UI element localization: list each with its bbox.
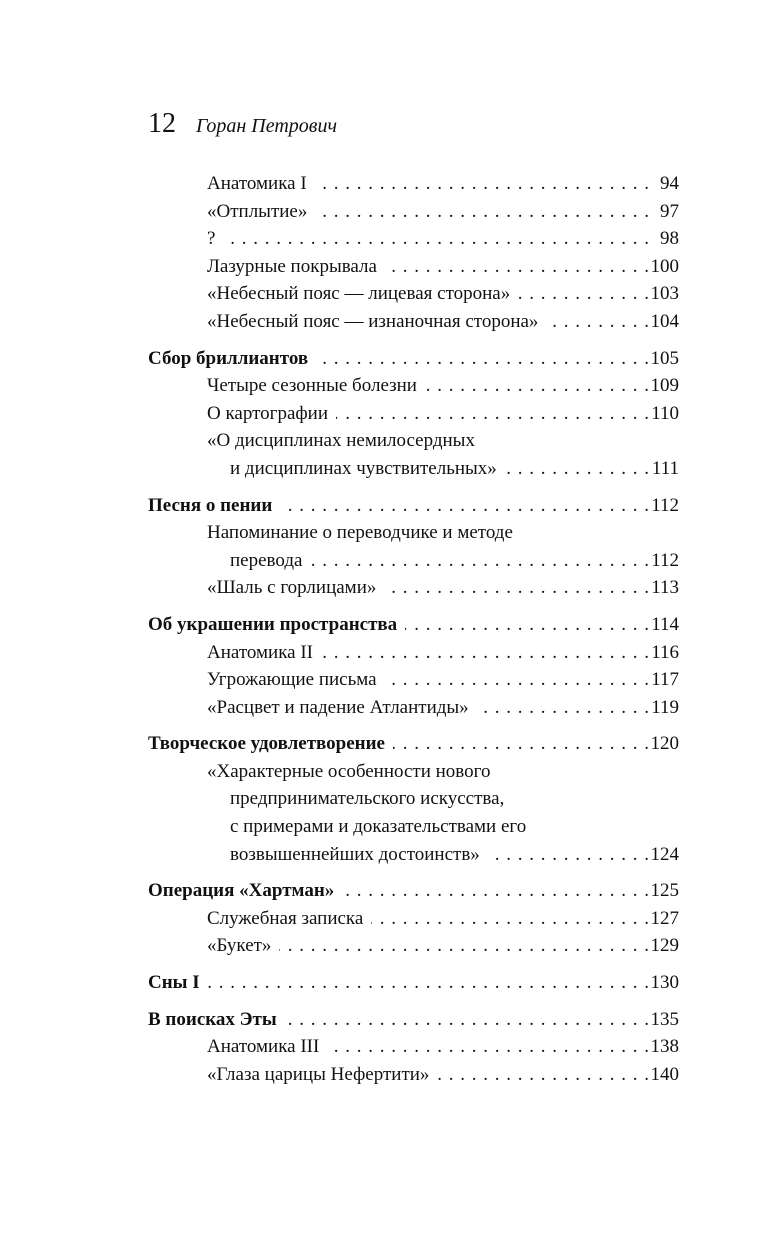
toc-entry-title: Четыре сезонные болезни [207, 375, 417, 397]
toc-entry-page: 140 [650, 1063, 679, 1085]
dot-leader [385, 253, 649, 281]
toc-entry-title: «Шаль с горлицами» [207, 577, 377, 599]
dot-leader [437, 1061, 649, 1089]
toc-section-title: Сны I [148, 972, 200, 994]
toc-entry-title: О картографии [207, 402, 329, 424]
toc-entry[interactable] [148, 308, 679, 336]
dot-leader [518, 280, 649, 308]
toc-entry-page: 112 [651, 549, 679, 571]
toc-entry[interactable] [148, 1061, 679, 1089]
toc-entry-page: 98 [660, 228, 679, 250]
toc-entry-title: «Небесный пояс — лицевая сторона» [207, 283, 511, 305]
toc-entry-page: 129 [650, 935, 679, 957]
toc-entry-title: Угрожающие письма [207, 669, 377, 691]
toc-entry-title: Напоминание о переводчике и методе [207, 522, 513, 544]
toc-entry[interactable] [148, 225, 679, 253]
toc-entry-page: 113 [651, 577, 679, 599]
toc-section-page: 114 [651, 613, 679, 635]
dot-leader [310, 547, 649, 575]
toc-entry[interactable] [148, 198, 679, 226]
toc-entry-page: 117 [651, 669, 679, 691]
toc-entry-title: «Расцвет и падение Атлантиды» [207, 696, 469, 718]
dot-leader [488, 841, 649, 869]
toc-entry[interactable] [148, 280, 679, 308]
toc-entry-line[interactable] [148, 758, 679, 786]
toc-entry-title: Лазурные покрывала [207, 255, 377, 277]
toc-entry-page: 119 [651, 696, 679, 718]
toc-section-title: В поисках Эты [148, 1008, 277, 1030]
toc-entry[interactable] [148, 905, 679, 933]
dot-leader [505, 455, 649, 483]
toc-section-page: 120 [650, 733, 679, 755]
toc-section[interactable] [148, 969, 679, 997]
dot-leader [315, 198, 649, 226]
toc-section[interactable] [148, 730, 679, 758]
toc-entry-title: и дисциплинах чувствительных» [230, 457, 497, 479]
dot-leader [546, 308, 649, 336]
toc-entry-page: 109 [650, 375, 679, 397]
toc-section[interactable] [148, 877, 679, 905]
toc-entry-title: «Глаза царицы Нефертити» [207, 1063, 430, 1085]
toc-section-title: Песня о пении [148, 494, 273, 516]
toc-entry-page: 111 [651, 457, 679, 479]
dot-leader [371, 905, 649, 933]
toc-section-title: Творческое удовлетворение [148, 733, 385, 755]
toc-entry-title: с примерами и доказательствами его [230, 816, 527, 838]
table-of-contents [148, 170, 679, 1088]
toc-entry-page: 127 [650, 907, 679, 929]
toc-entry-title: «О дисциплинах немилосердных [207, 430, 475, 452]
toc-entry-title: «Характерные особенности нового [207, 760, 491, 782]
dot-leader [208, 969, 649, 997]
toc-entry[interactable] [148, 547, 679, 575]
toc-entry-title: Анатомика II [207, 641, 313, 663]
dot-leader [327, 1033, 649, 1061]
toc-section-title: Об украшении пространства [148, 613, 398, 635]
toc-section-page: 135 [650, 1008, 679, 1030]
dot-leader [384, 574, 649, 602]
toc-section-title: Сбор бриллиантов [148, 347, 309, 369]
toc-entry-title: ? [207, 228, 216, 250]
toc-section[interactable] [148, 1006, 679, 1034]
dot-leader [405, 611, 649, 639]
page-number: 12 [148, 108, 176, 139]
dot-leader [280, 492, 649, 520]
toc-section-page: 112 [651, 494, 679, 516]
toc-entry-line[interactable] [148, 785, 679, 813]
toc-section[interactable] [148, 345, 679, 373]
toc-entry-page: 124 [650, 843, 679, 865]
toc-entry-page: 94 [660, 173, 679, 194]
toc-entry[interactable] [148, 574, 679, 602]
toc-entry-line[interactable] [148, 427, 679, 455]
toc-entry-title: Анатомика I [207, 173, 307, 194]
dot-leader [315, 170, 649, 198]
toc-entry-page: 103 [650, 283, 679, 305]
toc-entry[interactable] [148, 400, 679, 428]
toc-entry-page: 138 [650, 1036, 679, 1058]
dot-leader [285, 1006, 649, 1034]
toc-entry-title: Анатомика III [207, 1036, 320, 1058]
toc-entry[interactable] [148, 666, 679, 694]
dot-leader [223, 225, 649, 253]
dot-leader [477, 694, 649, 722]
running-head [148, 110, 337, 138]
dot-leader [336, 400, 649, 428]
toc-entry[interactable] [148, 1033, 679, 1061]
dot-leader [393, 730, 649, 758]
toc-section[interactable] [148, 492, 679, 520]
dot-leader [279, 932, 649, 960]
dot-leader [342, 877, 649, 905]
toc-section[interactable] [148, 611, 679, 639]
running-head-author: Горан Петрович [196, 115, 337, 137]
toc-entry-page: 116 [651, 641, 679, 663]
toc-entry-line[interactable] [148, 519, 679, 547]
toc-entry[interactable] [148, 372, 679, 400]
toc-entry-page: 110 [651, 402, 679, 424]
toc-entry-title: возвышеннейших достоинств» [230, 843, 480, 865]
toc-entry-title: Служебная записка [207, 907, 364, 929]
toc-entry[interactable] [148, 841, 679, 869]
toc-entry-line[interactable] [148, 813, 679, 841]
toc-entry[interactable] [148, 694, 679, 722]
dot-leader [385, 666, 649, 694]
dot-leader [321, 639, 649, 667]
toc-section-page: 105 [650, 347, 679, 369]
toc-entry-title: «Отплытие» [207, 200, 308, 222]
toc-entry[interactable] [148, 170, 679, 198]
toc-entry[interactable] [148, 253, 679, 281]
toc-entry[interactable] [148, 932, 679, 960]
toc-section-page: 130 [650, 972, 679, 994]
toc-entry-title: перевода [230, 549, 303, 571]
dot-leader [316, 345, 649, 373]
toc-entry[interactable] [148, 455, 679, 483]
dot-leader [425, 372, 649, 400]
toc-entry-page: 100 [650, 255, 679, 277]
toc-entry-title: предпринимательского искусства, [230, 788, 505, 810]
toc-entry-page: 97 [660, 200, 679, 222]
toc-entry[interactable] [148, 639, 679, 667]
toc-section-title: Операция «Хартман» [148, 880, 335, 902]
toc-section-page: 125 [650, 880, 679, 902]
toc-entry-title: «Букет» [207, 935, 272, 957]
toc-entry-title: «Небесный пояс — изнаночная сторона» [207, 310, 539, 332]
toc-entry-page: 104 [650, 310, 679, 332]
